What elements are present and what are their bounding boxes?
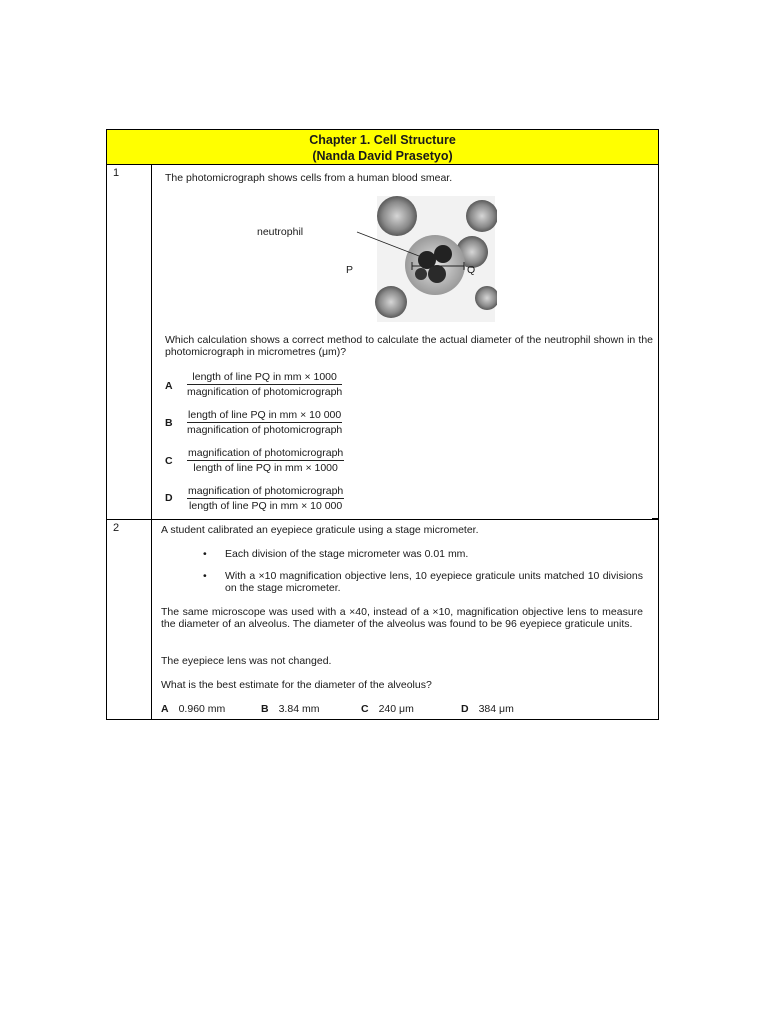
- option-a-denominator: magnification of photomicrograph: [187, 386, 343, 398]
- number-column: [107, 165, 152, 720]
- option-a-numerator: length of line PQ in mm × 1000: [187, 371, 342, 385]
- option-c-fraction: [187, 447, 344, 474]
- question-2-number: 2: [113, 522, 120, 534]
- answer-a-letter: A: [161, 703, 169, 715]
- option-a-letter: A: [165, 380, 173, 392]
- bullet-text-1: Each division of the stage micrometer was 0.01 mm.: [225, 548, 469, 560]
- option-d-fraction: [187, 485, 344, 512]
- chapter-title: Chapter 1. Cell Structure: [309, 133, 456, 147]
- neutrophil-label: neutrophil: [257, 226, 304, 238]
- bullet-item: • Each division of the stage micrometer was 0.01 mm.: [203, 548, 469, 560]
- chapter-author: (Nanda David Prasetyo): [312, 149, 453, 163]
- option-b-letter: B: [165, 417, 173, 429]
- row-tick: [652, 518, 658, 519]
- option-d-letter: D: [165, 492, 173, 504]
- question-1-number: 1: [113, 167, 120, 179]
- option-b-numerator: length of line PQ in mm × 10 000: [188, 409, 342, 421]
- option-d-denominator: length of line PQ in mm × 10 000: [189, 500, 343, 512]
- option-c-letter: C: [165, 455, 173, 467]
- question-1-intro: The photomicrograph shows cells from a human blood smear.: [165, 172, 453, 184]
- answer-d: [461, 703, 514, 715]
- answer-d-value: 384 μm: [478, 703, 514, 715]
- row-divider: [107, 519, 658, 520]
- option-d-numerator: magnification of photomicrograph: [188, 485, 344, 497]
- option-c-numerator: magnification of photomicrograph: [188, 447, 344, 459]
- answer-d-letter: D: [461, 703, 469, 715]
- bullet-item: • With a ×10 magnification objective lens, 10 eyepiece graticule units matched 10 divisions on the stage micrometer.: [203, 570, 643, 594]
- question-2-paragraph-2: The eyepiece lens was not changed.: [161, 655, 332, 667]
- label-q: Q: [467, 264, 476, 276]
- answer-a-value: 0.960 mm: [178, 703, 226, 715]
- answer-a: [161, 703, 225, 715]
- option-b-fraction: [187, 409, 342, 436]
- question-2-paragraph-1: The same microscope was used with a ×40, instead of a ×10, magnification objective lens to measure the diameter of an alveolus. The diameter of the alveolus was found to be 96 eyepiece graticule units.: [161, 606, 643, 630]
- answer-b-letter: B: [261, 703, 269, 715]
- label-p: P: [346, 264, 354, 276]
- option-b-denominator: magnification of photomicrograph: [187, 424, 343, 436]
- question-2-question: What is the best estimate for the diameter of the alveolus?: [161, 679, 432, 691]
- question-sheet: [106, 129, 659, 720]
- blood-smear-image: [257, 190, 497, 325]
- option-a-fraction: [187, 371, 342, 398]
- answer-b-value: 3.84 mm: [278, 703, 320, 715]
- answer-c: [361, 703, 414, 715]
- option-c-denominator: length of line PQ in mm × 1000: [193, 462, 338, 474]
- blood-smear-figure: [257, 190, 497, 325]
- answer-b: [261, 703, 319, 715]
- answer-c-value: 240 μm: [378, 703, 414, 715]
- bullet-text-2: With a ×10 magnification objective lens, 10 eyepiece graticule units matched 10 divisions on the stage micrometer.: [225, 570, 643, 594]
- question-1-text: Which calculation shows a correct method to calculate the actual diameter of the neutrophil shown in the photomicrograph in micrometres (μm)?: [165, 334, 653, 358]
- chapter-header: [107, 130, 658, 165]
- answer-c-letter: C: [361, 703, 369, 715]
- question-2-intro: A student calibrated an eyepiece graticule using a stage micrometer.: [161, 524, 479, 536]
